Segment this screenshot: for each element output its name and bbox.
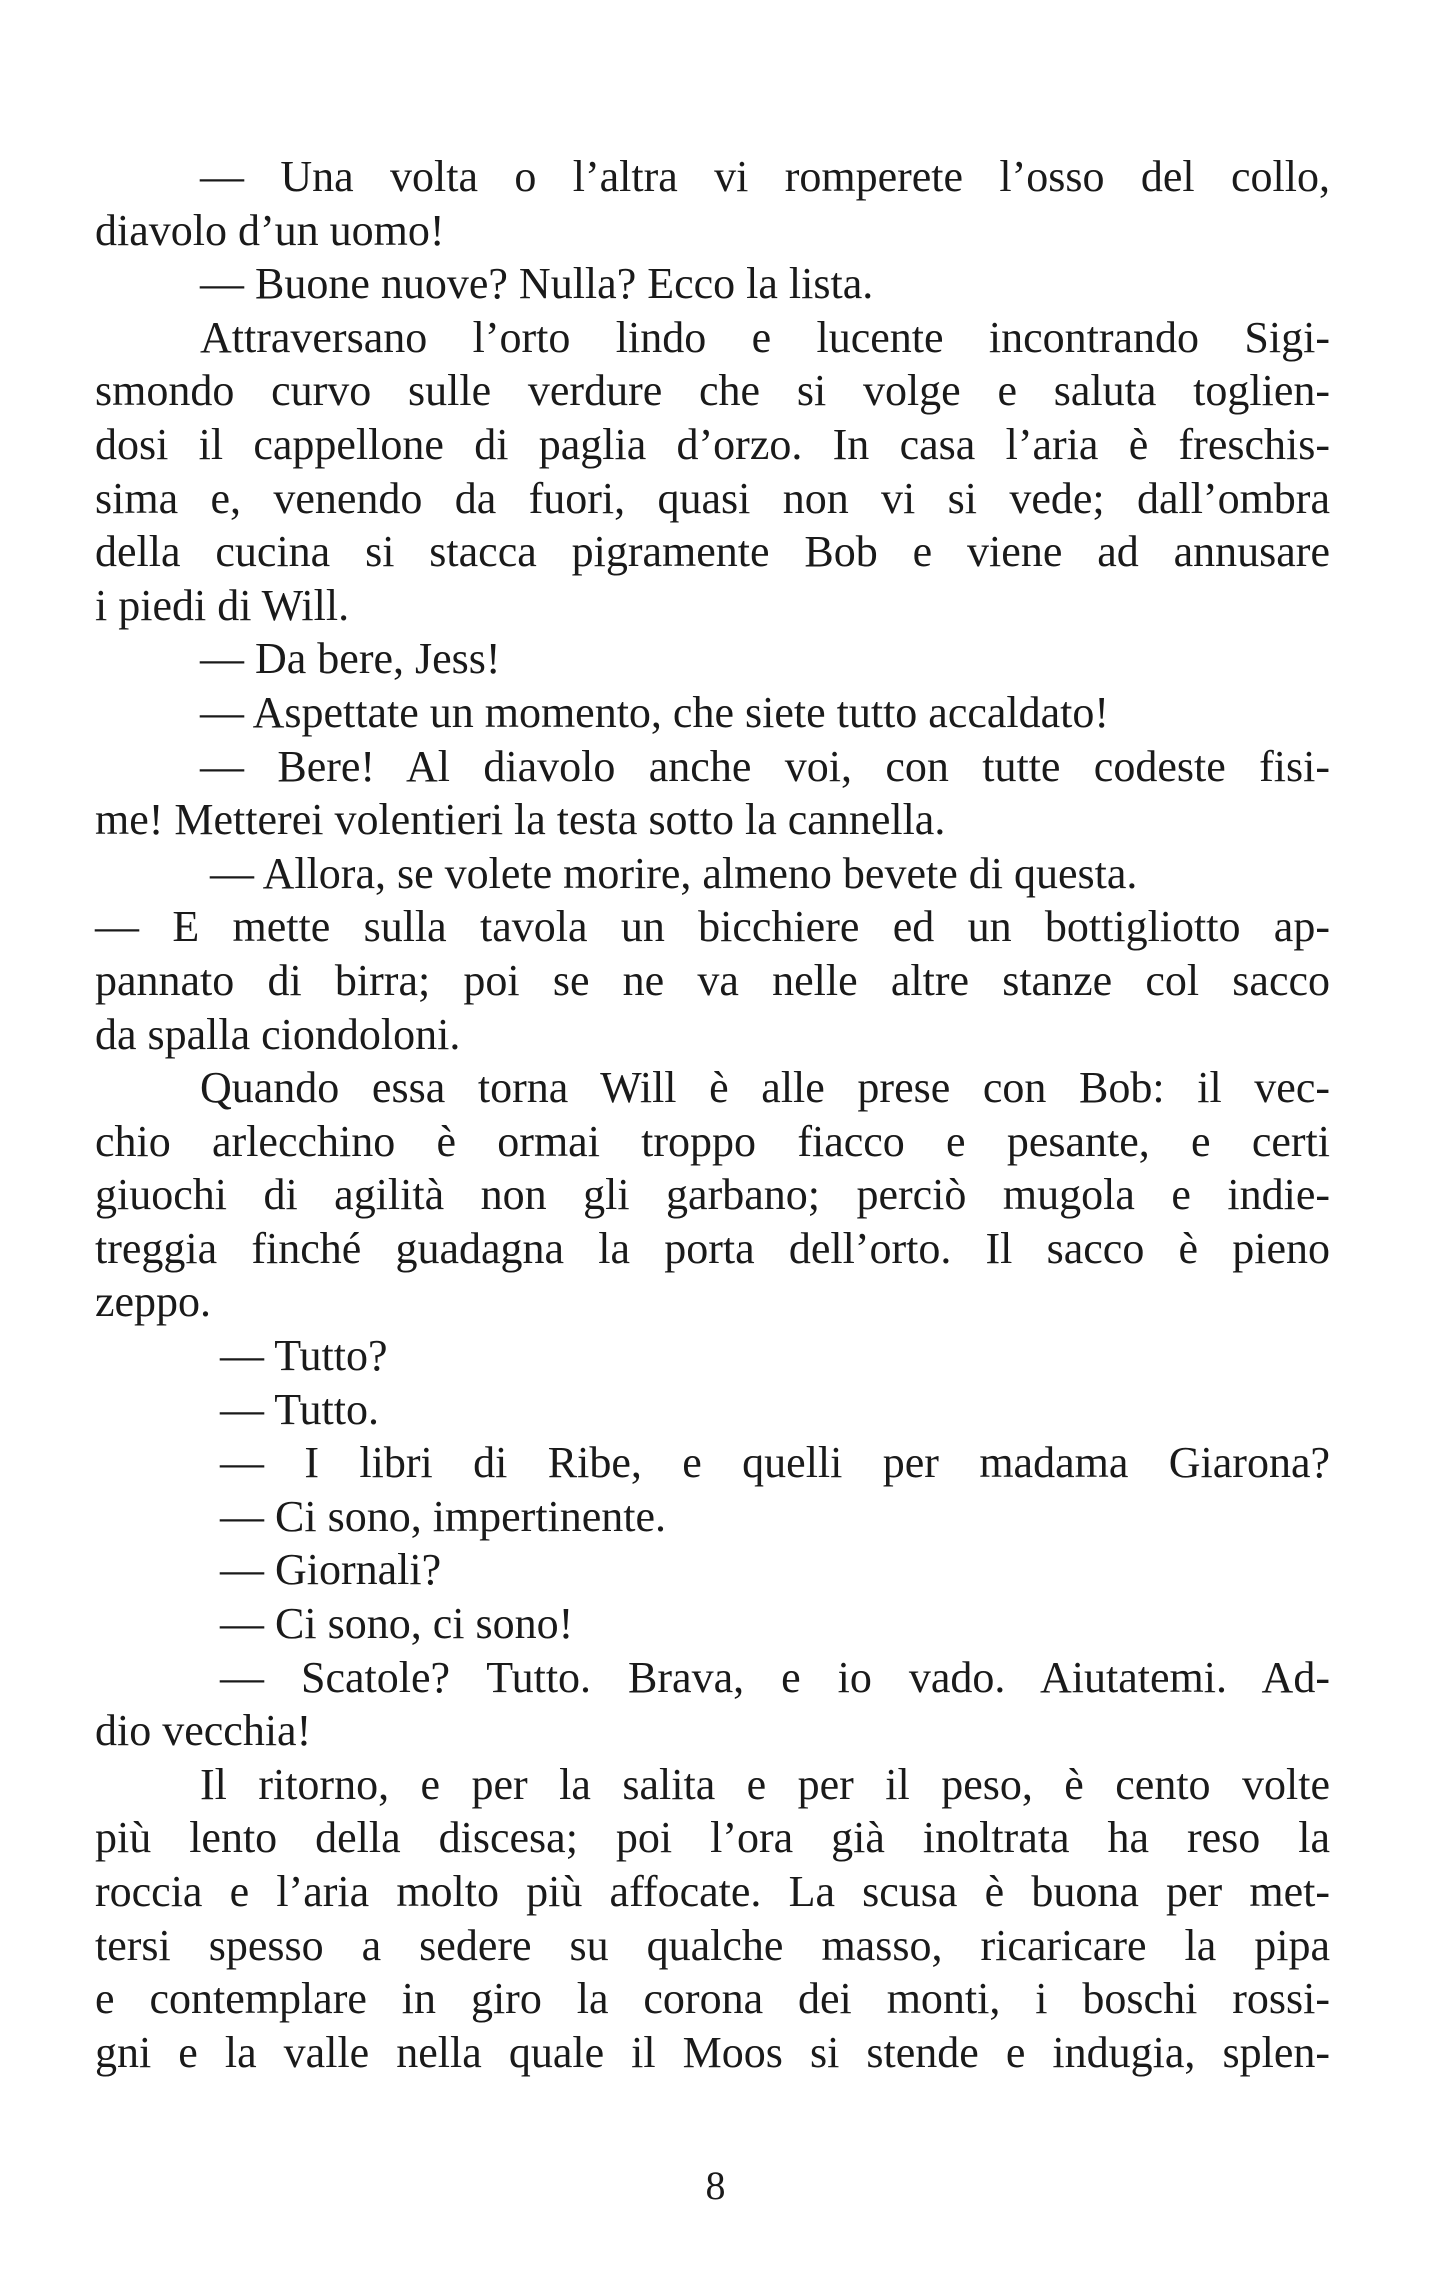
text-line: — Buone nuove? Nulla? Ecco la lista. [200, 259, 874, 309]
text-line: — Ci sono, ci sono! [220, 1599, 574, 1649]
text-line: — Scatole? Tutto. Brava, e io vado. Aiutatemi. Ad- [220, 1652, 1330, 1702]
text-line: dosi il cappellone di paglia d’orzo. In casa l’aria è freschis- [95, 419, 1330, 469]
text-line: della cucina si stacca pigramente Bob e viene ad annusare [95, 527, 1330, 577]
text-line: — Aspettate un momento, che siete tutto accaldato! [200, 687, 1110, 737]
page-text [95, 150, 1330, 2079]
text-line: Il ritorno, e per la salita e per il peso, è cento volte [200, 1759, 1330, 1809]
text-line: — E mette sulla tavola un bicchiere ed un bottigliotto ap- [95, 902, 1330, 952]
text-line: Attraversano l’orto lindo e lucente incontrando Sigi- [200, 312, 1330, 362]
text-line: sima e, venendo da fuori, quasi non vi si vede; dall’ombra [95, 473, 1330, 523]
page-number: 8 [705, 2163, 726, 2208]
text-line: smondo curvo sulle verdure che si volge e saluta toglien- [95, 366, 1330, 416]
text-line: zeppo. [95, 1277, 212, 1327]
text-line: — Ci sono, impertinente. [220, 1491, 667, 1541]
text-line: — Una volta o l’altra vi romperete l’osso del collo, [200, 152, 1330, 201]
text-line: i piedi di Will. [95, 580, 350, 630]
text-line: — Da bere, Jess! [200, 634, 501, 684]
text-line: me! Metterei volentieri la testa sotto la cannella. [95, 795, 946, 845]
text-line: Quando essa torna Will è alle prese con Bob: il vec- [200, 1063, 1330, 1113]
text-line: — Allora, se volete morire, almeno bevete di questa. [210, 848, 1138, 898]
text-line: roccia e l’aria molto più affocate. La scusa è buona per met- [95, 1867, 1330, 1916]
text-line: — Tutto? [220, 1331, 388, 1381]
text-line: tersi spesso a sedere su qualche masso, ricaricare la pipa [95, 1920, 1330, 1970]
text-line: giuochi di agilità non gli garbano; perciò mugola e indie- [95, 1170, 1330, 1220]
text-line: pannato di birra; poi se ne va nelle altre stanze col sacco [95, 955, 1330, 1005]
text-line: da spalla ciondoloni. [95, 1009, 461, 1059]
text-line: dio vecchia! [95, 1706, 312, 1756]
text-line: diavolo d’un uomo! [95, 205, 445, 255]
text-line: più lento della discesa; poi l’ora già inoltrata ha reso la [95, 1813, 1330, 1863]
text-line: — Bere! Al diavolo anche voi, con tutte codeste fisi- [200, 741, 1330, 791]
text-line: — Tutto. [220, 1384, 379, 1434]
text-line: e contemplare in giro la corona dei monti, i boschi rossi- [95, 1974, 1330, 2024]
text-line: — Giornali? [220, 1545, 442, 1595]
text-line: chio arlecchino è ormai troppo fiacco e pesante, e certi [95, 1116, 1330, 1166]
text-line: gni e la valle nella quale il Moos si stende e indugia, splen- [95, 2027, 1330, 2077]
text-line: — I libri di Ribe, e quelli per madama Giarona? [220, 1438, 1330, 1488]
text-line: treggia finché guadagna la porta dell’orto. Il sacco è pieno [95, 1223, 1330, 1273]
